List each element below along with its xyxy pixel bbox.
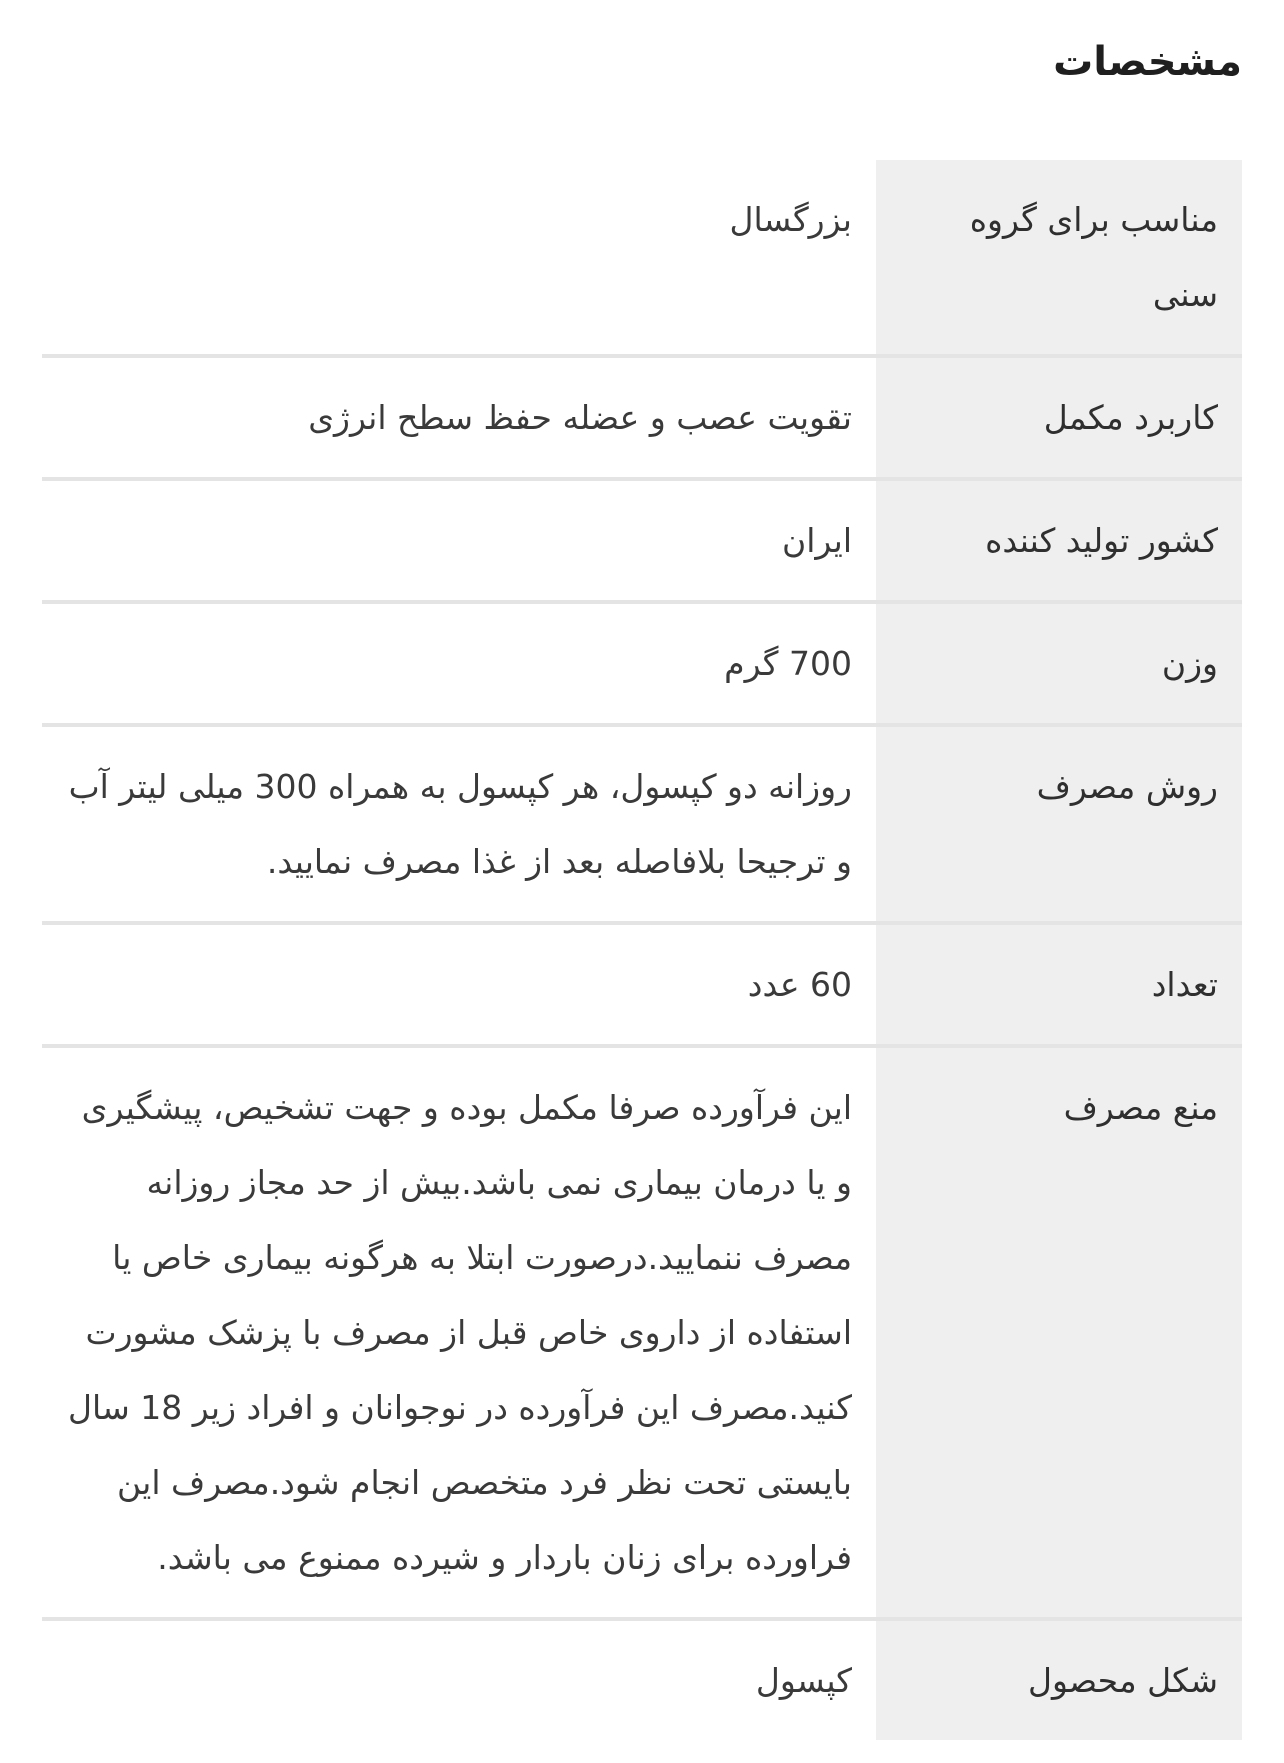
spec-label: وزن: [876, 602, 1242, 725]
spec-label: تعداد: [876, 923, 1242, 1046]
spec-label: کاربرد مکمل: [876, 356, 1242, 479]
section-title: مشخصات: [1053, 39, 1242, 85]
spec-row-product-form: [42, 1619, 1242, 1740]
spec-row-quantity: [42, 923, 1242, 1046]
spec-label: کشور تولید کننده: [876, 479, 1242, 602]
spec-value: 700 گرم: [42, 602, 876, 725]
spec-row-contraindications: [42, 1046, 1242, 1619]
spec-value: روزانه دو کپسول، هر کپسول به همراه 300 میلی لیتر آب و ترجیحا بلافاصله بعد از غذا مصرف نمایید.: [42, 725, 876, 923]
spec-label: مناسب برای گروه سنی: [876, 160, 1242, 356]
spec-label: منع مصرف: [876, 1046, 1242, 1619]
spec-value: کپسول: [42, 1619, 876, 1740]
spec-row-directions: [42, 725, 1242, 923]
spec-row-age-group: [42, 160, 1242, 356]
spec-value: این فرآورده صرفا مکمل بوده و جهت تشخیص، پیشگیری و یا درمان بیماری نمی باشد.بیش از حد مجاز روزانه مصرف ننمایید.درصورت ابتلا به هرگونه بیماری خاص یا استفاده از داروی خاص قبل از مصرف با پزشک مشورت کنید.مصرف این فرآورده در نوجوانان و افراد زیر 18 سال بایستی تحت نظر فرد متخصص انجام شود.مصرف این فراورده برای زنان باردار و شیرده ممنوع می باشد.: [42, 1046, 876, 1619]
spec-label: روش مصرف: [876, 725, 1242, 923]
spec-value: ایران: [42, 479, 876, 602]
specifications-table: [42, 160, 1242, 1740]
spec-value: بزرگسال: [42, 160, 876, 356]
spec-row-usage: [42, 356, 1242, 479]
spec-row-country: [42, 479, 1242, 602]
spec-value: 60 عدد: [42, 923, 876, 1046]
spec-label: شکل محصول: [876, 1619, 1242, 1740]
spec-row-weight: [42, 602, 1242, 725]
spec-value: تقویت عصب و عضله حفظ سطح انرژی: [42, 356, 876, 479]
